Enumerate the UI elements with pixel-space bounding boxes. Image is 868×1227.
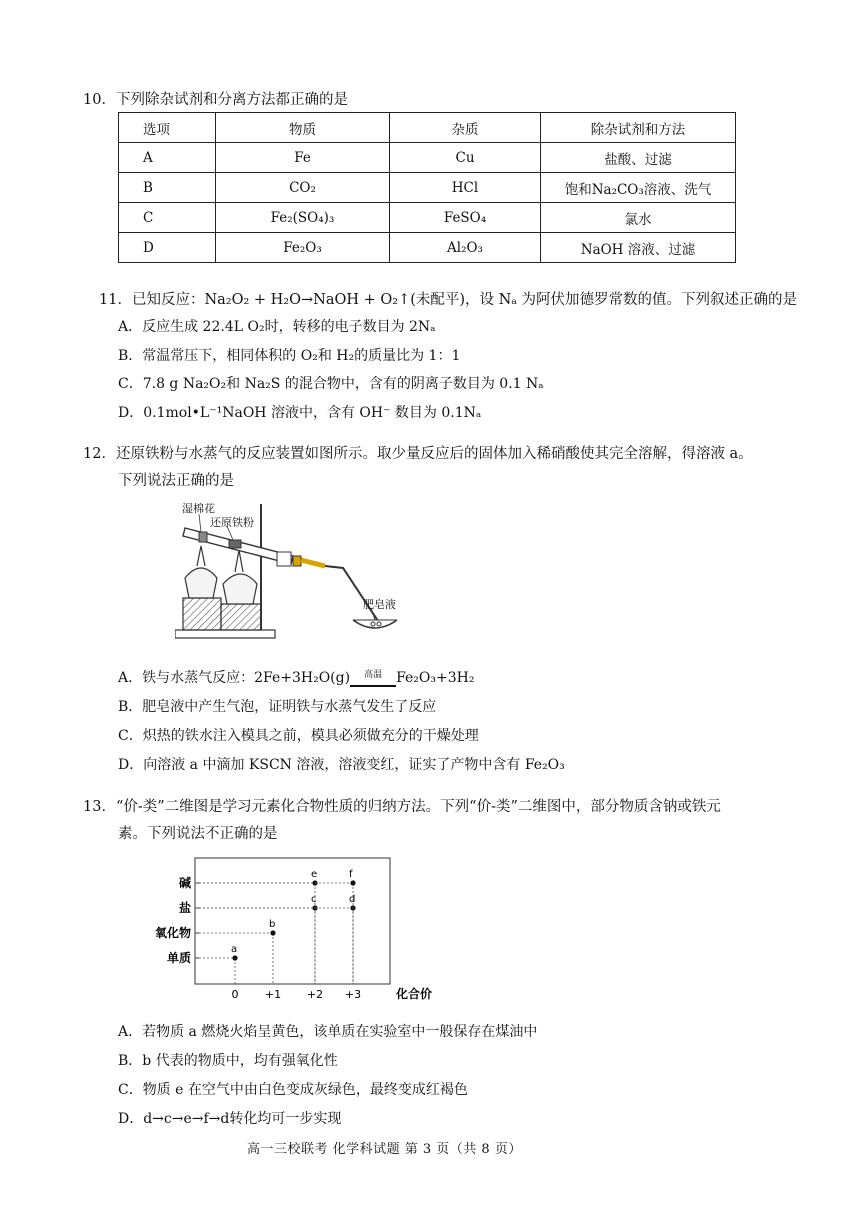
q11-option-b: B．常温常压下，相同体积的 O₂和 H₂的质量比为 1：1	[118, 348, 461, 364]
table-cell: Al₂O₃	[390, 233, 541, 263]
label-soap: 肥皂液	[363, 598, 396, 611]
table-row	[119, 233, 736, 263]
y-tick-label: 盐	[178, 901, 191, 915]
table-row	[119, 143, 736, 173]
table-cell: NaOH 溶液、过滤	[541, 233, 736, 263]
table-cell: CO₂	[216, 173, 390, 203]
q10-table	[118, 112, 736, 263]
y-tick-label: 氧化物	[154, 926, 191, 940]
y-tick-label: 单质	[166, 951, 191, 965]
point-label: c	[311, 894, 317, 905]
y-tick-label: 碱	[178, 876, 191, 890]
page-footer: 高一三校联考 化学科试题 第 3 页（共 8 页）	[247, 1142, 522, 1157]
point-label: e	[311, 869, 318, 880]
table-header-row	[119, 113, 736, 143]
q11-option-c: C．7.8 g Na₂O₂和 Na₂S 的混合物中，含有的阴离子数目为 0.1 Nₐ	[118, 376, 544, 392]
q12-option-c: C．炽热的铁水注入模具之前，模具必须做充分的干燥处理	[118, 728, 479, 744]
table-cell: Cu	[390, 143, 541, 173]
table-cell: B	[119, 173, 216, 203]
q10-stem: 10．下列除杂试剂和分离方法都正确的是	[83, 92, 348, 108]
table-row	[119, 173, 736, 203]
table-cell: A	[119, 143, 216, 173]
q12-option-d: D．向溶液 a 中滴加 KSCN 溶液，溶液变红，证实了产物中含有 Fe₂O₃	[118, 757, 565, 773]
x-tick-label: +3	[344, 988, 362, 1001]
x-tick-label: 0	[231, 988, 239, 1001]
q12-option-b: B．肥皂液中产生气泡，证明铁与水蒸气发生了反应	[118, 699, 437, 715]
q12-option-a-prefix: A．铁与水蒸气反应：2Fe+3H₂O(g)	[118, 670, 351, 686]
table-cell: 饱和Na₂CO₃溶液、洗气	[541, 173, 736, 203]
table-cell: Fe	[216, 143, 390, 173]
q11-option-d: D．0.1mol•L⁻¹NaOH 溶液中，含有 OH⁻ 数目为 0.1Nₐ	[118, 405, 482, 421]
table-cell: 盐酸、过滤	[541, 143, 736, 173]
data-point-a	[232, 955, 237, 960]
table-cell: Fe₂(SO₄)₃	[216, 203, 390, 233]
table-cell: FeSO₄	[390, 203, 541, 233]
q13-stem-line1: 13．“价-类”二维图是学习元素化合物性质的归纳方法。下列“价-类”二维图中，部分物质含钠或铁元	[83, 799, 721, 815]
q13-option-c: C．物质 e 在空气中由白色变成灰绿色，最终变成红褐色	[118, 1082, 468, 1098]
q12-stem-line1: 12．还原铁粉与水蒸气的反应装置如图所示。取少量反应后的固体加入稀硝酸使其完全溶解，得溶液 a。	[83, 446, 753, 462]
q13-option-a: A．若物质 a 燃烧火焰呈黄色，该单质在实验室中一般保存在煤油中	[118, 1024, 538, 1040]
table-header: 杂质	[390, 113, 541, 143]
table-cell: HCl	[390, 173, 541, 203]
chart-frame	[195, 858, 390, 984]
x-tick-label: +1	[264, 988, 282, 1001]
label-cotton: 湿棉花	[182, 502, 215, 515]
data-point-f	[350, 880, 355, 885]
table-cell: D	[119, 233, 216, 263]
point-label: f	[349, 869, 353, 880]
q13-option-d: D．d→c→e→f→d转化均可一步实现	[118, 1111, 342, 1127]
data-point-b	[270, 930, 275, 935]
x-tick-label: +2	[306, 988, 324, 1001]
table-header: 物质	[216, 113, 390, 143]
point-label: b	[269, 919, 276, 930]
table-row	[119, 203, 736, 233]
table-header: 除杂试剂和方法	[541, 113, 736, 143]
table-header: 选项	[119, 113, 216, 143]
point-label: a	[231, 944, 238, 955]
valence-class-chart	[140, 852, 440, 1007]
q12-option-a-suffix: Fe₂O₃+3H₂	[396, 670, 475, 686]
table-cell: 氯水	[541, 203, 736, 233]
q11-option-a: A．反应生成 22.4L O₂时，转移的电子数目为 2Nₐ	[118, 319, 436, 335]
reaction-arrow	[350, 670, 396, 687]
q11-stem: 11．已知反应：Na₂O₂ + H₂O→NaOH + O₂↑(未配平)，设 Nₐ 为阿伏加德罗常数的值。下列叙述正确的是	[99, 292, 798, 308]
table-cell: Fe₂O₃	[216, 233, 390, 263]
q12-option-a	[118, 667, 474, 687]
point-label: d	[349, 894, 356, 905]
x-axis-label: 化合价	[396, 987, 433, 1001]
table-cell: C	[119, 203, 216, 233]
condition-label: 高温	[364, 670, 383, 680]
q12-stem-line2: 下列说法正确的是	[118, 473, 234, 489]
q13-stem-line2: 素。下列说法不正确的是	[118, 826, 278, 842]
q13-option-b: B．b 代表的物质中，均有强氧化性	[118, 1053, 338, 1069]
label-iron-powder: 还原铁粉	[210, 516, 254, 529]
